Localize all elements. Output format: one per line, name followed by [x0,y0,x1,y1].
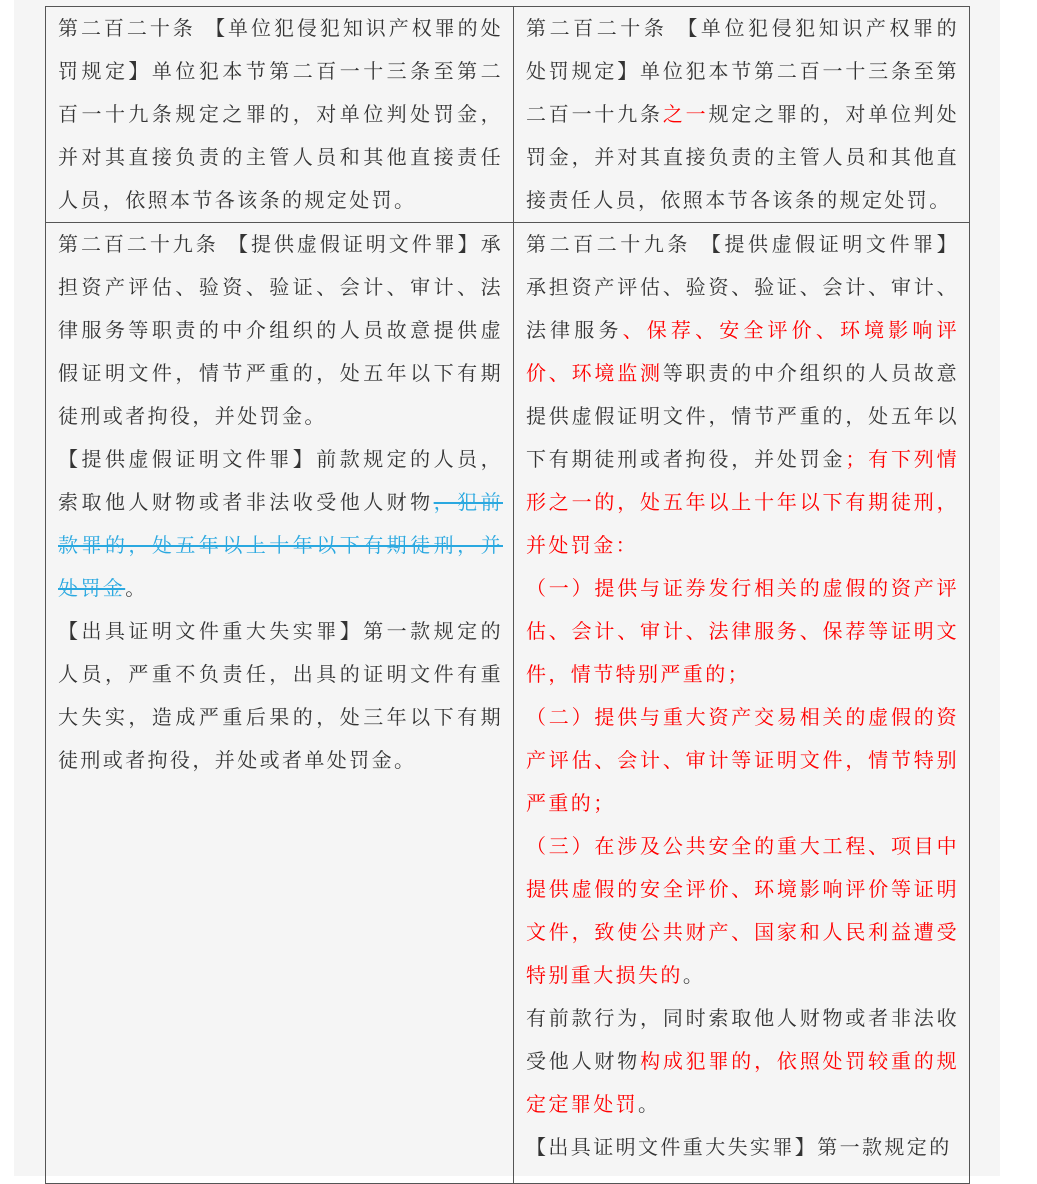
table-row-article-229 [46,223,970,1184]
old-article-229-paragraph-2 [58,438,503,610]
deleted-text: ，犯前款罪的，处五年以上十年以下有期徒刑，并处罚金 [58,490,503,600]
new-article-229-paragraph-3: 【出具证明文件重大失实罪】第一款规定的 [526,1135,952,1159]
unchanged-text: 。 [682,963,706,987]
old-article-229-paragraph-3: 【出具证明文件重大失实罪】第一款规定的人员，严重不负责任，出具的证明文件有重大失实，造成严重后果的，处三年以下有期徒刑或者拘役，并处或者单处罚金。 [58,619,503,772]
inserted-text: 之一 [662,102,709,126]
old-version-cell [46,223,514,1184]
new-article-229-item-1: （一）提供与证券发行相关的虚假的资产评估、会计、审计、法律服务、保荐等证明文件，情节特别严重的； [526,576,959,686]
unchanged-text: 。 [638,1092,661,1116]
unchanged-text: 【提供虚假证明文件罪】前款规定的人员，索取他人财物或者非法收受他人财物 [58,447,503,514]
new-article-229-paragraph-2 [526,997,959,1126]
inserted-text: 、保荐、安全评价、环境影响评价、环境监测 [526,318,959,385]
old-article-229-paragraph-1: 第二百二十九条 【提供虚假证明文件罪】承担资产评估、验资、验证、会计、审计、法律服务等职责的中介组织的人员故意提供虚假证明文件，情节严重的，处五年以下有期徒刑或者拘役，并处罚金。 [58,232,503,428]
new-article-220-text [526,7,959,222]
old-article-220-text: 第二百二十条 【单位犯侵犯知识产权罪的处罚规定】单位犯本节第二百一十三条至第二百一十九条规定之罪的，对单位判处罚金，并对其直接负责的主管人员和其他直接责任人员，依照本节各该条的规定处罚。 [58,16,503,212]
inserted-text: ；有下列情形之一的，处五年以上十年以下有期徒刑，并处罚金： [526,447,960,557]
unchanged-text: 第二百二十条 【单位犯侵犯知识产权罪的处罚规定】单位犯本节第二百一十三条至第二百一十九条 [526,16,959,126]
new-version-cell [514,7,970,223]
unchanged-text: 第二百二十九条 【提供虚假证明文件罪】承担资产评估、验资、验证、会计、审计、法律服务 [526,232,959,342]
old-version-cell [46,7,514,223]
new-version-cell [514,223,970,1184]
new-article-229-item-2: （二）提供与重大资产交易相关的虚假的资产评估、会计、审计等证明文件，情节特别严重的； [526,705,959,815]
new-article-229-item-3 [526,825,959,997]
law-comparison-table [45,6,970,1184]
unchanged-text: 规定之罪的，对单位判处罚金，并对其直接负责的主管人员和其他直接责任人员，依照本节各该条的规定处罚。 [526,102,959,212]
unchanged-text: 等职责的中介组织的人员故意提供虚假证明文件，情节严重的，处五年以下有期徒刑或者拘役，并处罚金 [526,361,960,471]
table-row-article-220 [46,7,970,223]
unchanged-text: 。 [125,576,148,600]
unchanged-text: 有前款行为，同时索取他人财物或者非法收受他人财物 [526,1006,959,1073]
inserted-text: 构成犯罪的，依照处罚较重的规定定罪处罚 [526,1049,959,1116]
new-article-229-paragraph-1 [526,223,959,567]
inserted-text: （三）在涉及公共安全的重大工程、项目中提供虚假的安全评价、环境影响评价等证明文件，致使公共财产、国家和人民利益遭受特别重大损失的 [526,834,959,987]
